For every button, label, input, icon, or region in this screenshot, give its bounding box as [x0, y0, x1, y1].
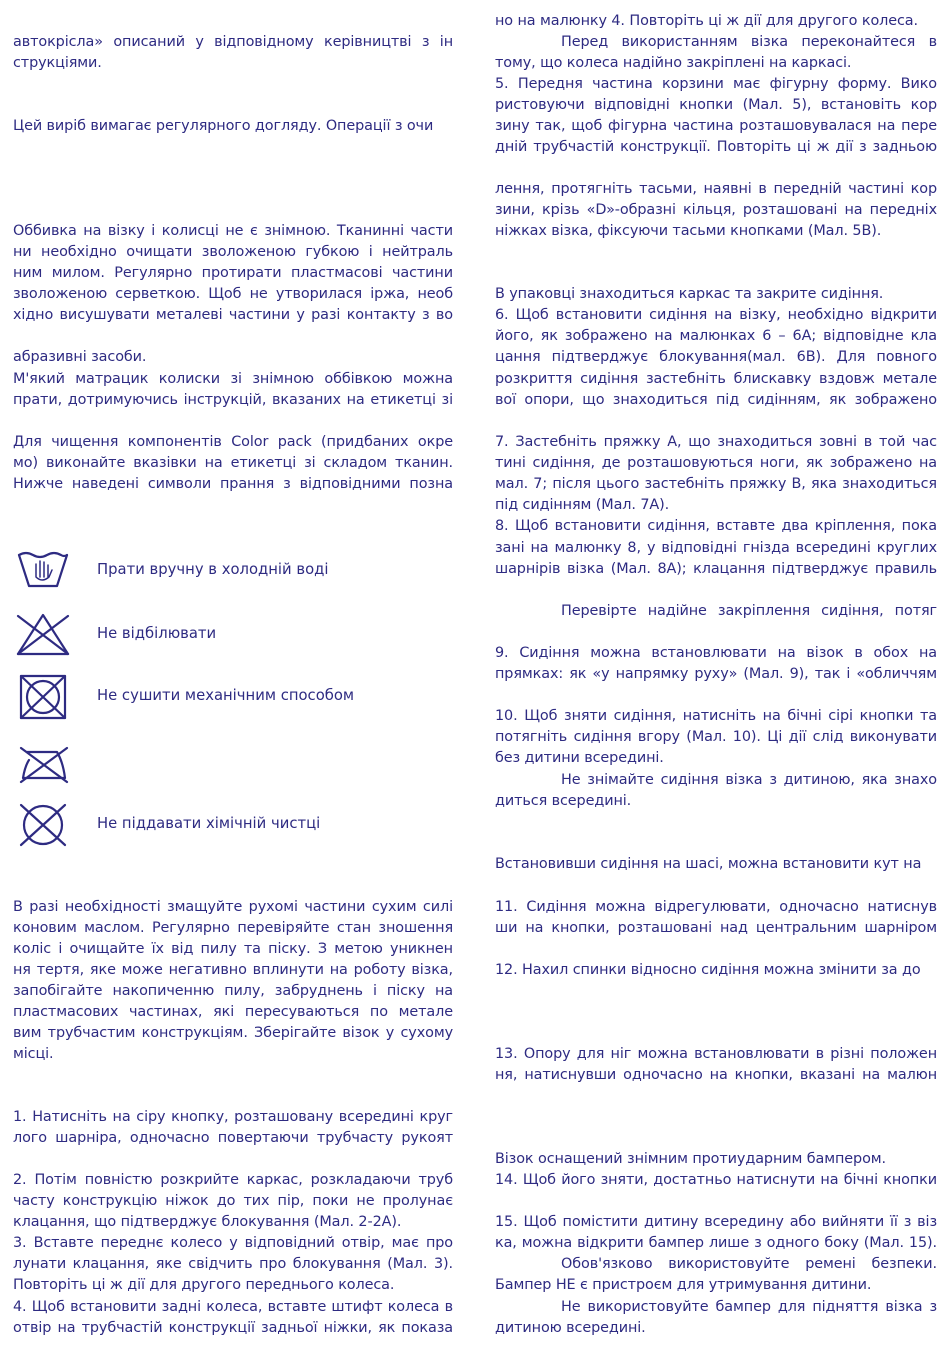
text-line: клацання, що підтверджує блокування (Мал. 2-2А).	[13, 1214, 402, 1230]
text-line: 5. Передня частина корзини має фігурну форму. Вико	[495, 76, 937, 92]
text-line: пластмасових частинах, які пересуваються по метале	[13, 1004, 453, 1020]
text-line: М'який матрацик колиски зі знімною оббівкою можна	[13, 371, 453, 387]
text-line: дитиною всередині.	[495, 1320, 646, 1336]
text-line: 6. Щоб встановити сидіння на візку, необхідно відкрити	[495, 307, 937, 323]
text-line: 14. Щоб його зняти, достатньо натиснути на бічні кнопки	[495, 1172, 937, 1188]
care-symbol-row	[13, 800, 453, 850]
text-line: 3. Вставте переднє колесо у відповідний отвір, має про	[13, 1235, 453, 1251]
text-line: Бампер НЕ є пристроєм для утримування дитини.	[495, 1277, 872, 1293]
text-line: під сидінням (Мал. 7А).	[495, 497, 670, 513]
text-line: розкриття сидіння застебніть блискавку вздовж метале	[495, 371, 937, 387]
hand-wash-icon	[13, 546, 73, 596]
text-line: 11. Сидіння можна відрегулювати, одночасно натиснув	[495, 899, 937, 915]
text-line: автокрісла» описаний у відповідному керівництві з ін	[13, 34, 453, 50]
text-line: коліс і очищайте їх від пилу та піску. З метою уникнен	[13, 941, 453, 957]
text-line: 9. Сидіння можна встановлювати на візок в обох на	[495, 645, 937, 661]
text-line: но на малюнку 4. Повторіть ці ж дії для другого колеса.	[495, 13, 919, 29]
no-dry-clean-icon	[13, 800, 73, 850]
text-line: ристовуючи відповідні кнопки (Мал. 5), встановіть кор	[495, 97, 937, 113]
text-line: мо) виконайте вказівки на етикетці зі складом тканин.	[13, 455, 453, 471]
text-line: без дитини всередині.	[495, 750, 664, 766]
text-line: часту конструкцію ніжок до тих пір, поки не пролунає	[13, 1193, 453, 1209]
text-line: цання підтверджує блокування(мал. 6В). Для повного	[495, 349, 937, 365]
warning-line: Перевірте надійне закріплення сидіння, потяг	[561, 603, 937, 619]
text-line: місці.	[13, 1046, 54, 1062]
text-line: абразивні засоби.	[13, 349, 147, 365]
text-line: диться всередині.	[495, 793, 632, 809]
text-line: 4. Щоб встановити задні колеса, вставте штифт колеса в	[13, 1299, 453, 1315]
text-line: ним милом. Регулярно протирати пластмасові частини	[13, 265, 453, 281]
text-line: хідно висушувати металеві частини у разі контакту з во	[13, 307, 453, 323]
text-line: лого шарніра, одночасно повертаючи трубчасту рукоят	[13, 1130, 453, 1146]
text-line: тині сидіння, де розташовуються ноги, як зображено на	[495, 455, 937, 471]
warning-line: Не знімайте сидіння візка з дитиною, яка знахо	[561, 772, 937, 788]
warning-line: Обов'язково використовуйте ремені безпеки.	[561, 1256, 937, 1272]
care-symbol-label: Прати вручну в холодній воді	[97, 561, 329, 578]
care-symbol-row	[13, 672, 453, 722]
text-line: тому, що колеса надійно закріплені на каркасі.	[495, 55, 852, 71]
care-symbol-row	[13, 738, 453, 788]
text-line: вої опори, що знаходиться під сидінням, як зображено	[495, 392, 937, 408]
text-line: струкціями.	[13, 55, 102, 71]
text-line: ня тертя, яке може негативно вплинути на роботу візка,	[13, 962, 453, 978]
text-line: 2. Потім повністю розкрийте каркас, розкладаючи труб	[13, 1172, 453, 1188]
no-bleach-icon	[13, 610, 73, 660]
text-line: 13. Опору для ніг можна встановлювати в різні положен	[495, 1046, 937, 1062]
text-line: 1. Натисніть на сіру кнопку, розташовану всередині круг	[13, 1109, 453, 1125]
text-line: зані на малюнку 8, у відповідні гнізда всередині круглих	[495, 540, 937, 556]
care-symbol-label: Не піддавати хімічній чистці	[97, 815, 321, 832]
text-line: Оббивка на візку і колисці не є знімною. Тканинні части	[13, 223, 453, 239]
text-line: прямках: як «у напрямку руху» (Мал. 9), так і «обличчям	[495, 666, 937, 682]
care-symbol-row	[13, 610, 453, 660]
text-line: В разі необхідності змащуйте рухомі частини сухим силі	[13, 899, 453, 915]
text-line: коновим маслом. Регулярно перевіряйте стан зношення	[13, 920, 453, 936]
care-symbol-label: Не відбілювати	[97, 625, 217, 642]
text-line: 7. Застебніть пряжку А, що знаходиться зовні в той час	[495, 434, 937, 450]
no-iron-icon	[13, 738, 73, 788]
text-line: Цей виріб вимагає регулярного догляду. Операції з очи	[13, 118, 434, 134]
text-line: дній трубчастій конструкції. Повторіть ці ж дії з задньою	[495, 139, 937, 155]
text-line: Візок оснащений знімним протиударним бампером.	[495, 1151, 887, 1167]
text-line: шарнірів візка (Мал. 8А); клацання підтверджує правиль	[495, 561, 937, 577]
text-line: ка, можна відкрити бампер лише з одного боку (Мал. 15).	[495, 1235, 937, 1251]
text-line: Нижче наведені символи прання з відповідними позна	[13, 476, 453, 492]
text-line: ніжках візка, фіксуючи тасьми кнопками (Мал. 5В).	[495, 223, 882, 239]
text-line: 15. Щоб помістити дитину всередину або вийняти її з віз	[495, 1214, 937, 1230]
text-line: ши на кнопки, розташовані над центральним шарніром	[495, 920, 937, 936]
text-line: запобігайте накопиченню пилу, забруднень і піску на	[13, 983, 453, 999]
text-line: 12. Нахил спинки відносно сидіння можна змінити за до	[495, 962, 921, 978]
text-line: Встановивши сидіння на шасі, можна встановити кут на	[495, 856, 922, 872]
warning-line: Не використовуйте бампер для підняття візка з	[561, 1299, 937, 1315]
text-line: В упаковці знаходиться каркас та закрите сидіння.	[495, 286, 884, 302]
text-line: ни необхідно очищати зволоженою губкою і нейтраль	[13, 244, 453, 260]
text-line: зини, крізь «D»-образні кільця, розташовані на передніх	[495, 202, 937, 218]
text-line: потягніть сидіння вгору (Мал. 10). Ці дії слід виконувати	[495, 729, 937, 745]
text-line: мал. 7; після цього застебніть пряжку В, яка знаходиться	[495, 476, 937, 492]
text-line: 8. Щоб встановити сидіння, вставте два кріплення, пока	[495, 518, 937, 534]
text-line: зволоженою серветкою. Щоб не утворилася іржа, необ	[13, 286, 453, 302]
text-line: Для чищення компонентів Color pack (придбаних окре	[13, 434, 453, 450]
text-line: його, як зображено на малюнках 6 – 6А; відповідне кла	[495, 328, 937, 344]
text-line: отвір на трубчастій конструкції задньої ніжки, як показа	[13, 1320, 453, 1336]
text-line: лунати клацання, яке свідчить про блокування (Мал. 3).	[13, 1256, 453, 1272]
care-symbol-label: Не сушити механічним способом	[97, 687, 355, 704]
text-line: Повторіть ці ж дії для другого переднього колеса.	[13, 1277, 395, 1293]
no-tumble-dry-icon	[13, 672, 73, 722]
warning-line: Перед використанням візка переконайтеся в	[561, 34, 937, 50]
text-line: лення, протягніть тасьми, наявні в передній частині кор	[495, 181, 937, 197]
text-line: вим трубчастим конструкціям. Зберігайте візок у сухому	[13, 1025, 453, 1041]
text-line: зину так, щоб фігурна частина розташовувалася на пере	[495, 118, 937, 134]
text-line: ня, натиснувши одночасно на кнопки, вказані на малюн	[495, 1067, 937, 1083]
text-line: 10. Щоб зняти сидіння, натисніть на бічні сірі кнопки та	[495, 708, 937, 724]
care-symbol-row	[13, 546, 453, 596]
text-line: прати, дотримуючись інструкцій, вказаних на етикетці зі	[13, 392, 453, 408]
